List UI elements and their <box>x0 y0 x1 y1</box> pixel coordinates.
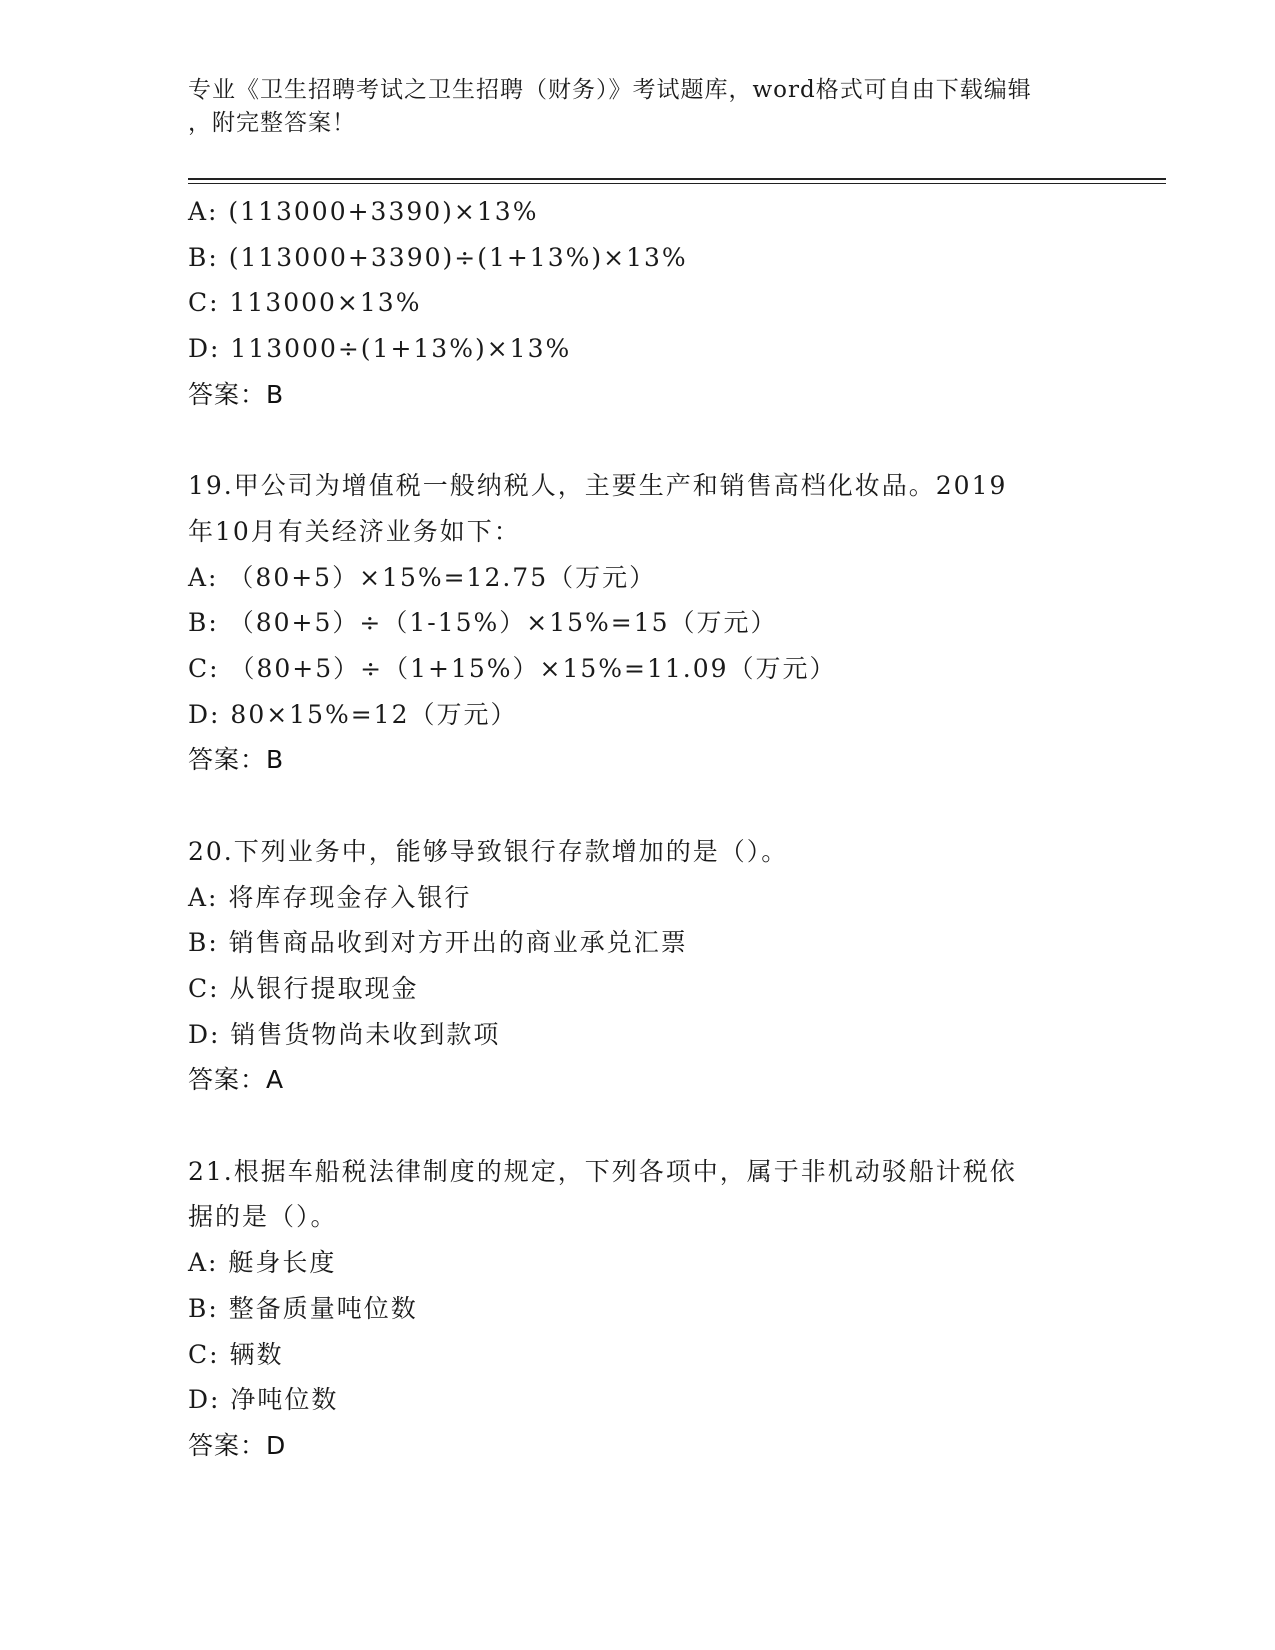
option-b: B: 销售商品收到对方开出的商业承兑汇票 <box>188 928 688 958</box>
spacer <box>188 418 1088 464</box>
question-stem: 19.甲公司为增值税一般纳税人，主要生产和销售高档化妆品。2019 <box>188 471 1008 501</box>
document-header <box>188 74 1088 140</box>
option-c: C: 113000×13% <box>188 288 422 318</box>
option-d: D: 113000÷(1+13%)×13% <box>188 334 572 364</box>
option-a: A: (113000+3390)×13% <box>188 197 539 226</box>
option-d: D: 净吨位数 <box>188 1385 339 1415</box>
header-line-2: ，附完整答案！ <box>188 110 356 136</box>
option-b: B: 整备质量吨位数 <box>188 1293 418 1323</box>
question-21 <box>188 1149 1088 1469</box>
option-d: D: 销售货物尚未收到款项 <box>188 1019 501 1049</box>
header-divider-thick <box>188 178 1166 180</box>
answer-label: 答案：D <box>188 1430 287 1460</box>
question-20 <box>188 829 1088 1103</box>
option-a: A: 艇身长度 <box>188 1248 337 1278</box>
answer-label: 答案：A <box>188 1065 285 1095</box>
answer-label: 答案：B <box>188 745 285 775</box>
question-18 <box>188 189 1088 418</box>
header-line-1: 专业《卫生招聘考试之卫生招聘（财务）》考试题库，word格式可自由下载编辑 <box>188 77 1032 103</box>
spacer <box>188 1103 1088 1149</box>
question-list <box>188 189 1088 1469</box>
option-c: C: 从银行提取现金 <box>188 973 419 1003</box>
option-c: C: 辆数 <box>188 1339 284 1369</box>
answer-label: 答案：B <box>188 379 285 409</box>
option-d: D: 80×15%=12（万元） <box>188 699 518 729</box>
question-19 <box>188 463 1088 783</box>
option-a: A: （80+5）×15%=12.75（万元） <box>188 562 657 592</box>
question-stem-continued: 年10月有关经济业务如下： <box>188 516 521 546</box>
option-b: B: (113000+3390)÷(1+13%)×13% <box>188 242 688 272</box>
option-a: A: 将库存现金存入银行 <box>188 882 472 912</box>
option-c: C: （80+5）÷（1+15%）×15%=11.09（万元） <box>188 654 837 684</box>
option-b: B: （80+5）÷（1-15%）×15%=15（万元） <box>188 608 778 638</box>
question-stem: 20.下列业务中，能够导致银行存款增加的是（）。 <box>188 836 789 866</box>
question-stem: 21.根据车船税法律制度的规定，下列各项中，属于非机动驳船计税依 <box>188 1156 1017 1186</box>
spacer <box>188 783 1088 829</box>
header-divider-thin <box>188 183 1166 184</box>
question-stem-continued: 据的是（）。 <box>188 1202 338 1232</box>
